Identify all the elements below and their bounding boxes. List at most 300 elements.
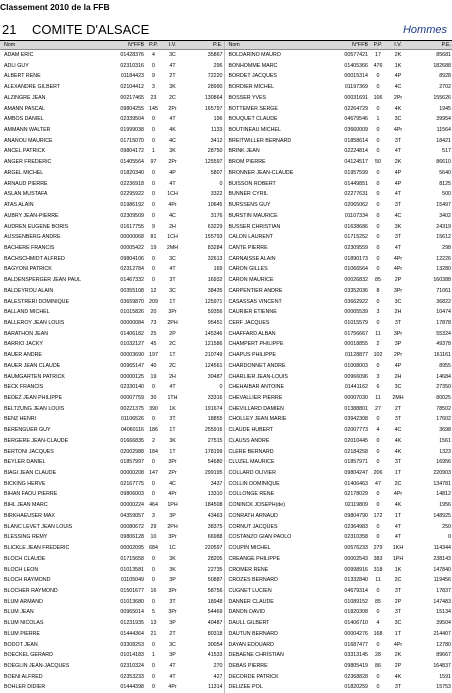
player-pp: 0 — [145, 254, 162, 265]
player-ranking-table — [0, 41, 452, 693]
player-pe: 8955 — [409, 361, 452, 372]
player-iv: 4T — [162, 382, 183, 393]
player-pe: 59356 — [183, 307, 224, 318]
player-iv: 4T — [162, 672, 183, 683]
player-pe: 125597 — [183, 157, 224, 168]
player-pp: 0 — [145, 211, 162, 222]
player-name: BACHERE FRANCIS — [0, 243, 105, 254]
player-pp: 0 — [145, 200, 162, 211]
player-iv: 4C — [162, 479, 183, 490]
player-pe: 63229 — [183, 222, 224, 233]
table-row — [0, 511, 452, 522]
player-iv: 3K — [162, 436, 183, 447]
player-pe: 85681 — [409, 50, 452, 61]
player-pe: 114344 — [409, 543, 452, 554]
player-ffb-number: 01106526 — [105, 414, 145, 425]
player-name: CALON LAURENT — [224, 232, 329, 243]
player-iv: 4Pr — [162, 489, 183, 500]
player-iv: 3C — [162, 286, 183, 297]
player-ffb-number: 00007030 — [329, 393, 369, 404]
column-header-ffb-number: N°FFB — [329, 41, 369, 50]
player-name: BAUER JEAN CLAUDE — [0, 361, 105, 372]
player-pe: 89667 — [409, 650, 452, 661]
player-iv: 2MH — [387, 393, 409, 404]
player-iv: 4T — [387, 189, 409, 200]
player-ffb-number: 01105049 — [105, 575, 145, 586]
table-row — [0, 672, 452, 683]
column-header-pp: P.P. — [369, 41, 387, 50]
player-name: BLUM NICOLAS — [0, 618, 105, 629]
player-name: BICKING HERVE — [0, 479, 105, 490]
player-pp: 0 — [369, 243, 387, 254]
player-pp: 8 — [369, 286, 387, 297]
player-ffb-number: 03942308 — [329, 414, 369, 425]
player-name: CARON GILLES — [224, 264, 329, 275]
table-row — [0, 179, 452, 190]
player-ffb-number: 00576233 — [329, 543, 369, 554]
player-pp: 16 — [145, 586, 162, 597]
player-iv: 3C — [162, 640, 183, 651]
player-pe: 18855 — [183, 414, 224, 425]
player-iv: 1T — [387, 629, 409, 640]
player-pp: 0 — [369, 211, 387, 222]
player-pe: 3437 — [183, 479, 224, 490]
player-ffb-number: 01015579 — [329, 318, 369, 329]
player-iv: 3P — [387, 339, 409, 350]
player-pe: 3402 — [409, 211, 452, 222]
player-pp: 21 — [145, 629, 162, 640]
player-iv: 3Pr — [162, 457, 183, 468]
committee-number: 21 — [2, 22, 16, 37]
gender-label: Hommes — [403, 24, 447, 36]
table-row — [0, 661, 452, 672]
column-header-pe: P.E. — [409, 41, 452, 50]
player-pe: 28750 — [183, 146, 224, 157]
player-ffb-number: 03313145 — [329, 650, 369, 661]
table-row — [0, 682, 452, 693]
table-row — [0, 372, 452, 383]
player-ffb-number: 04359057 — [105, 511, 145, 522]
player-pe: 160388 — [409, 275, 452, 286]
player-ffb-number: 02310324 — [105, 661, 145, 672]
player-name: BIAGI JEAN CLAUDE — [0, 468, 105, 479]
player-ffb-number: 01128877 — [329, 350, 369, 361]
player-iv: 2MH — [162, 243, 183, 254]
player-pp: 168 — [369, 629, 387, 640]
player-pp: 11 — [369, 329, 387, 340]
player-ffb-number: 01444364 — [105, 629, 145, 640]
player-pp: 172 — [369, 511, 387, 522]
player-iv: 2Pr — [162, 157, 183, 168]
player-pe: 1323 — [409, 447, 452, 458]
table-row — [0, 254, 452, 265]
table-row — [0, 532, 452, 543]
player-ffb-number: 00965014 — [105, 607, 145, 618]
player-ffb-number: 01428376 — [105, 50, 145, 61]
player-name: CONINCK JOSEPH(de) — [224, 500, 329, 511]
player-pp: 318 — [369, 565, 387, 576]
player-iv: 3P — [162, 618, 183, 629]
table-row — [0, 222, 452, 233]
player-ffb-number: 01999038 — [105, 125, 145, 136]
player-ffb-number: 00000224 — [105, 500, 145, 511]
player-pe: 12780 — [409, 640, 452, 651]
player-name: BAUER ANDRE — [0, 350, 105, 361]
player-pe: 5640 — [409, 168, 452, 179]
player-pe: 14684 — [409, 372, 452, 383]
player-name: CLUZEL MAURICE — [224, 457, 329, 468]
player-ffb-number: 02309509 — [105, 211, 145, 222]
player-pp: 0 — [145, 554, 162, 565]
player-name: BLOCHER RAYMOND — [0, 586, 105, 597]
player-ffb-number: 00018855 — [329, 339, 369, 350]
player-pe: 13310 — [183, 489, 224, 500]
table-row — [0, 618, 452, 629]
player-ffb-number: 01013680 — [105, 597, 145, 608]
player-pe: 28990 — [183, 82, 224, 93]
player-pe: 3176 — [183, 211, 224, 222]
player-iv: 2C — [387, 575, 409, 586]
player-pp: 30 — [145, 393, 162, 404]
player-iv: 4Pr — [387, 640, 409, 651]
player-name: BAUMGARTEN PATRICK — [0, 372, 105, 383]
player-ffb-number: 01820340 — [105, 168, 145, 179]
player-ffb-number: 00080672 — [105, 522, 145, 533]
player-iv: 2T — [162, 629, 183, 640]
player-pe: 238143 — [409, 554, 452, 565]
player-pp: 1 — [145, 146, 162, 157]
player-ffb-number: 01666835 — [105, 436, 145, 447]
player-pe: 38435 — [183, 286, 224, 297]
player-name: ATAS ALAIN — [0, 200, 105, 211]
table-row — [0, 447, 452, 458]
player-pp: 27 — [369, 404, 387, 415]
player-iv: 2Pr — [387, 93, 409, 104]
player-name: BIHL JEAN MARC — [0, 500, 105, 511]
player-name: CHEVILLARD DAMIEN — [224, 404, 329, 415]
player-pe: 161161 — [409, 350, 452, 361]
player-pe: 182688 — [409, 61, 452, 72]
player-pp: 0 — [369, 640, 387, 651]
table-row — [0, 104, 452, 115]
player-name: ASLAN MUSTAFA — [0, 189, 105, 200]
player-pe: 27350 — [409, 382, 452, 393]
player-iv: 3K — [162, 82, 183, 93]
player-pe: 191674 — [183, 404, 224, 415]
player-iv: 4C — [162, 136, 183, 147]
table-row — [0, 232, 452, 243]
player-iv: 3Pr — [162, 586, 183, 597]
table-row — [0, 575, 452, 586]
player-ffb-number: 03660009 — [329, 125, 369, 136]
player-pe: 15134 — [409, 607, 452, 618]
player-pe: 86610 — [409, 157, 452, 168]
player-ffb-number: 02295922 — [105, 189, 145, 200]
player-pp: 1 — [145, 650, 162, 661]
player-name: BUNNER CYRIL — [224, 189, 329, 200]
player-iv: 4Pr — [387, 125, 409, 136]
player-pe: 17602 — [409, 414, 452, 425]
player-iv: 1T — [387, 468, 409, 479]
player-pp: 186 — [145, 425, 162, 436]
player-pp: 0 — [145, 479, 162, 490]
player-iv: 3C — [387, 382, 409, 393]
player-ffb-number: 01638686 — [329, 222, 369, 233]
table-row — [0, 93, 452, 104]
player-pe: 124561 — [183, 361, 224, 372]
player-name: BONHOMME MARC — [224, 61, 329, 72]
player-ffb-number: 02104412 — [105, 82, 145, 93]
player-pp: 47 — [369, 479, 387, 490]
player-pp: 0 — [369, 232, 387, 243]
player-name: ALZINGRE JEAN — [0, 93, 105, 104]
player-name: BENZ HENRI — [0, 414, 105, 425]
player-pe: 1133 — [183, 125, 224, 136]
player-pe: 130864 — [183, 93, 224, 104]
player-ffb-number: 00026832 — [329, 275, 369, 286]
table-row — [0, 157, 452, 168]
player-iv: 2C — [162, 361, 183, 372]
player-name: BACHSCHMIDT ALFRED — [0, 254, 105, 265]
player-name: ANGER FREDERIC — [0, 157, 105, 168]
player-iv: 4K — [387, 500, 409, 511]
player-pe: 196 — [183, 114, 224, 125]
player-iv: 3T — [387, 136, 409, 147]
table-row — [0, 554, 452, 565]
player-pe: 298 — [409, 243, 452, 254]
player-pe: 214407 — [409, 629, 452, 640]
committee-name: COMITE D'ALSACE — [32, 22, 149, 37]
player-pe: 250 — [409, 522, 452, 533]
player-ffb-number: 01820259 — [329, 682, 369, 693]
player-iv: 4T — [162, 61, 183, 72]
player-name: DAUTUN BERNARD — [224, 629, 329, 640]
player-pe: 5807 — [183, 168, 224, 179]
player-pe: 2702 — [409, 82, 452, 93]
player-pe: 80025 — [409, 393, 452, 404]
table-row — [0, 436, 452, 447]
player-pp: 0 — [369, 436, 387, 447]
player-name: COLLARD OLIVIER — [224, 468, 329, 479]
player-ffb-number: 02178029 — [329, 489, 369, 500]
player-name: ANCEL PATRICK — [0, 146, 105, 157]
player-ffb-number: 00002543 — [329, 554, 369, 565]
column-header-pp: P.P. — [145, 41, 162, 50]
player-name: BRONNER JEAN-CLAUDE — [224, 168, 329, 179]
player-ffb-number: 02065062 — [329, 200, 369, 211]
player-pe: 15753 — [409, 682, 452, 693]
player-pe: 1591 — [409, 672, 452, 683]
player-name: BERGERE JEAN-CLAUDE — [0, 436, 105, 447]
player-name: BEDEZ JEAN PHILIPPE — [0, 393, 105, 404]
player-ffb-number: 09806128 — [105, 532, 145, 543]
table-row — [0, 393, 452, 404]
player-ffb-number: 00005422 — [105, 243, 145, 254]
player-pe: 270 — [183, 661, 224, 672]
player-name: BIHAN FAOU PIERRE — [0, 489, 105, 500]
player-pe: 95451 — [183, 318, 224, 329]
player-iv: 4K — [387, 436, 409, 447]
player-iv: 4T — [387, 532, 409, 543]
player-name: CLAUSS ANDRE — [224, 436, 329, 447]
player-iv: 3C — [162, 254, 183, 265]
player-pp: 2 — [369, 339, 387, 350]
player-ffb-number: 01617755 — [105, 222, 145, 233]
player-pp: 383 — [369, 554, 387, 565]
player-name: BALDEYROU ALAIN — [0, 286, 105, 297]
player-name: CLERE BERNARD — [224, 447, 329, 458]
player-pp: 0 — [145, 136, 162, 147]
player-pe: 33316 — [183, 393, 224, 404]
player-name: DAULL GILBERT — [224, 618, 329, 629]
player-iv: 1PH — [162, 500, 183, 511]
player-pp: 145 — [145, 104, 162, 115]
player-pp: 45 — [145, 339, 162, 350]
player-name: CREANGE PHILIPPE — [224, 554, 329, 565]
player-pp: 0 — [369, 672, 387, 683]
player-iv: 3K — [162, 554, 183, 565]
player-ffb-number: 00007759 — [105, 393, 145, 404]
table-row — [0, 489, 452, 500]
player-pe: 55324 — [409, 329, 452, 340]
player-name: CARPENTIER ANDRE — [224, 286, 329, 297]
player-pe: 72220 — [183, 71, 224, 82]
player-iv: 2T — [162, 71, 183, 82]
player-ffb-number: 00002095 — [105, 543, 145, 554]
player-pe: 3322 — [183, 189, 224, 200]
player-iv: 1T — [162, 297, 183, 308]
player-ffb-number: 02167775 — [105, 479, 145, 490]
player-pe: 500 — [409, 189, 452, 200]
player-pp: 0 — [145, 275, 162, 286]
player-name: AUDREN EUGENE BORIS — [0, 222, 105, 233]
player-ffb-number: 00221375 — [105, 404, 145, 415]
player-iv: 1TH — [162, 393, 183, 404]
player-pp: 184 — [145, 447, 162, 458]
player-pp: 3 — [145, 511, 162, 522]
player-ffb-number: 02010445 — [329, 436, 369, 447]
player-ffb-number: 01986192 — [105, 200, 145, 211]
player-ffb-number: 01820308 — [329, 607, 369, 618]
player-iv: 1CH — [162, 189, 183, 200]
player-pe: 80318 — [183, 629, 224, 640]
player-name: BURSTIN MAURICE — [224, 211, 329, 222]
document-title: Classement 2010 de la FFB — [0, 2, 110, 12]
player-pe: 54680 — [183, 457, 224, 468]
player-ffb-number: 02310316 — [105, 61, 145, 72]
player-ffb-number: 01857971 — [329, 457, 369, 468]
player-name: ANANOU MAURICE — [0, 136, 105, 147]
player-name: AMBOS DANIEL — [0, 114, 105, 125]
player-ffb-number: 01388801 — [329, 404, 369, 415]
player-name: CHARLIER JEAN-LOUIS — [224, 372, 329, 383]
player-pe: 255916 — [183, 425, 224, 436]
player-ffb-number: 01858614 — [329, 136, 369, 147]
player-name: BOECKEL GERARD — [0, 650, 105, 661]
player-name: DEBAENE CHRISTIAN — [224, 650, 329, 661]
player-name: BLOCH CLAUDE — [0, 554, 105, 565]
player-pe: 210749 — [183, 350, 224, 361]
table-row — [0, 382, 452, 393]
player-name: ALBERT RENE — [0, 71, 105, 82]
player-name: COLLONGE RENE — [224, 489, 329, 500]
player-pp: 0 — [369, 200, 387, 211]
table-body — [0, 50, 452, 693]
player-ffb-number: 02353233 — [105, 672, 145, 683]
table-row — [0, 500, 452, 511]
player-name: BECK FRANCIS — [0, 382, 105, 393]
player-ffb-number: 09806003 — [105, 489, 145, 500]
player-ffb-number: 09804106 — [105, 254, 145, 265]
table-row — [0, 286, 452, 297]
player-pp: 0 — [145, 179, 162, 190]
player-pp: 0 — [145, 575, 162, 586]
player-ffb-number: 01467332 — [105, 275, 145, 286]
player-name: CARNAISSE ALAIN — [224, 254, 329, 265]
player-pe: 147840 — [409, 565, 452, 576]
player-ffb-number: 00577421 — [329, 50, 369, 61]
player-pe: 0 — [409, 532, 452, 543]
player-iv: 3T — [387, 414, 409, 425]
player-name: CHOLLEY JEAN MARIE — [224, 414, 329, 425]
player-pe: 147483 — [409, 597, 452, 608]
player-iv: 2H — [387, 372, 409, 383]
player-pp: 23 — [145, 93, 162, 104]
player-pp: 1 — [369, 114, 387, 125]
player-pe: 1561 — [409, 436, 452, 447]
table-row — [0, 543, 452, 554]
table-row — [0, 629, 452, 640]
player-name: DANNER CLAUDE — [224, 597, 329, 608]
player-pp: 0 — [145, 682, 162, 693]
player-pp: 0 — [145, 264, 162, 275]
player-pp: 279 — [369, 543, 387, 554]
player-name: COSTANZO GIAN PAOLO — [224, 532, 329, 543]
player-pe: 12226 — [409, 254, 452, 265]
player-iv: 2C — [162, 339, 183, 350]
player-pp: 19 — [145, 372, 162, 383]
player-pp: 464 — [145, 500, 162, 511]
player-ffb-number: 01406463 — [329, 479, 369, 490]
player-ffb-number: 00000084 — [105, 318, 145, 329]
player-pe: 16956 — [409, 457, 452, 468]
player-name: BERENGUER GUY — [0, 425, 105, 436]
player-iv: 1K — [387, 61, 409, 72]
player-iv: 2K — [387, 50, 409, 61]
player-ffb-number: 01957599 — [329, 168, 369, 179]
player-iv: 3P — [162, 575, 183, 586]
player-ffb-number: 00004276 — [329, 629, 369, 640]
player-name: BLANC LEVET JEAN LOUIS — [0, 522, 105, 533]
player-ffb-number: 03308253 — [105, 640, 145, 651]
player-pp: 0 — [145, 61, 162, 72]
player-pp: 3 — [369, 372, 387, 383]
player-ffb-number: 01857997 — [105, 457, 145, 468]
player-name: BOTTEMER SERGE — [224, 104, 329, 115]
player-name: BLUM ARMAND — [0, 597, 105, 608]
player-pp: 0 — [369, 136, 387, 147]
table-row — [0, 522, 452, 533]
player-pe: 30054 — [183, 640, 224, 651]
player-ffb-number: 01444398 — [105, 682, 145, 693]
player-ffb-number: 02264729 — [329, 104, 369, 115]
player-ffb-number: 01405366 — [329, 61, 369, 72]
player-iv: 1PH — [387, 554, 409, 565]
player-iv: 2P — [387, 597, 409, 608]
player-name: CHAFFARD ALBAN — [224, 329, 329, 340]
player-pp: 97 — [145, 157, 162, 168]
player-ffb-number: 01715070 — [105, 136, 145, 147]
